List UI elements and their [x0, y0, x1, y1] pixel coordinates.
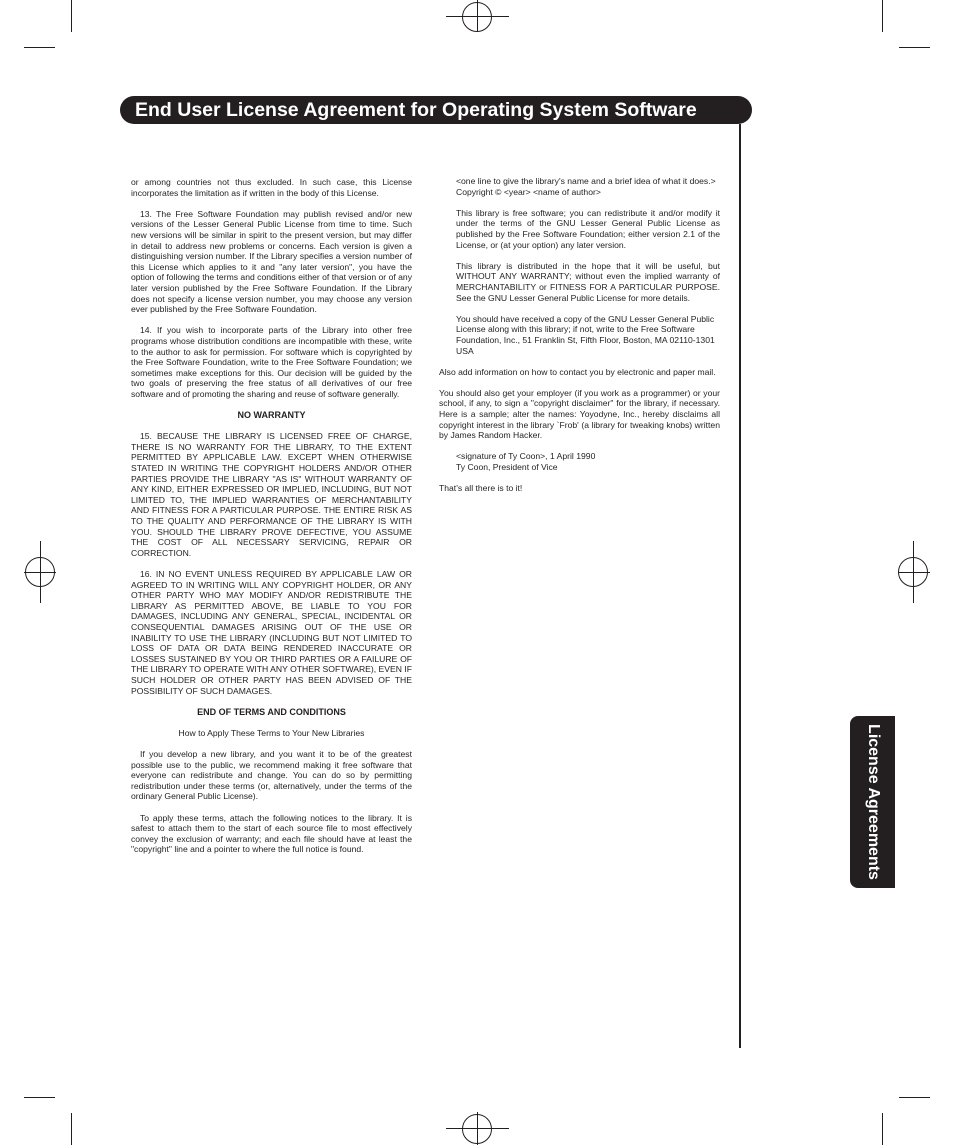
notice-copyright-line: Copyright © <year> <name of author>	[456, 186, 601, 197]
crop-mark	[71, 0, 72, 32]
crop-mark	[24, 47, 55, 48]
paragraph-14: 14. If you wish to incorporate parts of the Library into other free programs whose distribution conditions are incompatible with these, write to the author to ask for permission. For software which is copyrighted by the Free Software Foundation, write to the Free Software Foundation; we sometimes make exceptions for this. Our decision will be guided by the two goals of preserving the free status of all derivatives of our free software and of promoting the sharing and reuse of software generally.	[131, 325, 412, 399]
paragraph-new-library: If you develop a new library, and you want it to be of the greatest possible use to the public, we recommend making it free software that everyone can redistribute and change. You can do so by permitting redistribution under these terms (or, alternatively, under the terms of the ordinary General Public License).	[131, 749, 412, 802]
notice-no-warranty: This library is distributed in the hope that it will be useful, but WITHOUT ANY WARRANTY; without even the implied warranty of MERCHANTABILITY or FITNESS FOR A PARTICULAR PURPOSE. See the GNU Lesser General Public License for more details.	[456, 260, 720, 303]
paragraph-continuation: or among countries not thus excluded. In such case, this License incorporates the limitation as if written in the body of this License.	[131, 177, 412, 198]
crop-mark	[71, 1113, 72, 1145]
heading-end-of-terms: END OF TERMS AND CONDITIONS	[197, 706, 346, 717]
crop-mark	[882, 0, 883, 32]
paragraph-15: 15. BECAUSE THE LIBRARY IS LICENSED FREE OF CHARGE, THERE IS NO WARRANTY FOR THE LIBRARY, TO THE EXTENT PERMITTED BY APPLICABLE LAW. EXCEPT WHEN OTHERWISE STATED IN WRITING THE COPYRIGHT HOLDERS AND/OR OTHER PARTIES PROVIDE THE LIBRARY "AS IS" WITHOUT WARRANTY OF ANY KIND, EITHER EXPRESSED OR IMPLIED, INCLUDING, BUT NOT LIMITED TO, THE IMPLIED WARRANTIES OF MERCHANTABILITY AND FITNESS FOR A PARTICULAR PURPOSE. THE ENTIRE RISK AS TO THE QUALITY AND PERFORMANCE OF THE LIBRARY IS WITH YOU. SHOULD THE LIBRARY PROVE DEFECTIVE, YOU ASSUME THE COST OF ALL NECESSARY SERVICING, REPAIR OR CORRECTION.	[131, 431, 412, 558]
column-divider-rule	[739, 124, 741, 1048]
signature-name: Ty Coon, President of Vice	[456, 462, 558, 473]
paragraph-apply-terms: To apply these terms, attach the following notices to the library. It is safest to attach them to the start of each source file to most effectively convey the exclusion of warranty; and each file should have at least the "copyright" line and a pointer to where the full notice is found.	[131, 812, 412, 855]
registration-line	[898, 572, 930, 573]
registration-line	[40, 541, 41, 603]
closing-line: That's all there is to it!	[439, 483, 523, 494]
registration-line	[477, 0, 478, 32]
notice-library-name: <one line to give the library's name and a brief idea of what it does.>	[456, 176, 716, 186]
registration-line	[477, 1112, 478, 1145]
paragraph-13: 13. The Free Software Foundation may publish revised and/or new versions of the Lesser General Public License from time to time. Such new versions will be similar in spirit to the present version, but may differ in detail to address new problems or concerns. Each version is given a distinguishing version number. If the Library specifies a version number of this License which applies to it and "any later version", you have the option of following the terms and conditions either of that version or of any later version published by the Free Software Foundation. If the Library does not specify a license version number, you may choose any version ever published by the Free Software Foundation.	[131, 208, 412, 315]
paragraph-employer-disclaimer: You should also get your employer (if you work as a programmer) or your school, if any, to sign a "copyright disclaimer" for the library, if necessary. Here is a sample; alter the names: Yoyodyne, Inc., hereby disclaims all copyright interest in the library `Frob' (a library for tweaking knobs) written by James Random Hacker.	[439, 387, 720, 441]
notice-received-copy: You should have received a copy of the GNU Lesser General Public License along with this library; if not, write to the Free Software Foundation, Inc., 51 Franklin St, Fifth Floor, Boston, MA 02110-1301 USA	[456, 313, 715, 356]
heading-no-warranty: NO WARRANTY	[237, 410, 306, 421]
crop-mark	[899, 1097, 930, 1098]
left-column	[131, 177, 412, 866]
crop-mark	[899, 47, 930, 48]
paragraph-16: 16. IN NO EVENT UNLESS REQUIRED BY APPLICABLE LAW OR AGREED TO IN WRITING WILL ANY COPYRIGHT HOLDER, OR ANY OTHER PARTY WHO MAY MODIFY AND/OR REDISTRIBUTE THE LIBRARY AS PERMITTED ABOVE, BE LIABLE TO YOU FOR DAMAGES, INCLUDING ANY GENERAL, SPECIAL, INCIDENTAL OR CONSEQUENTIAL DAMAGES ARISING OUT OF THE USE OR INABILITY TO USE THE LIBRARY (INCLUDING BUT NOT LIMITED TO LOSS OF DATA OR DATA BEING RENDERED INACCURATE OR LOSSES SUSTAINED BY YOU OR THIRD PARTIES OR A FAILURE OF THE LIBRARY TO OPERATE WITH ANY OTHER SOFTWARE), EVEN IF SUCH HOLDER OR OTHER PARTY HAS BEEN ADVISED OF THE POSSIBILITY OF SUCH DAMAGES.	[131, 568, 412, 696]
paragraph-contact-info: Also add information on how to contact you by electronic and paper mail.	[439, 366, 716, 377]
page-title: End User License Agreement for Operating System Software	[120, 96, 752, 124]
crop-mark	[882, 1113, 883, 1145]
crop-mark	[24, 1097, 55, 1098]
notice-free-software: This library is free software; you can redistribute it and/or modify it under the terms of the GNU Lesser General Public License as published by the Free Software Foundation; either version 2.1 of the License, or (at your option) any later version.	[456, 207, 720, 250]
section-side-tab	[850, 716, 895, 888]
right-column	[439, 176, 720, 504]
signature-line: <signature of Ty Coon>, 1 April 1990	[456, 451, 596, 462]
side-tab-label: License Agreements	[864, 724, 882, 880]
subheading-how-to-apply: How to Apply These Terms to Your New Libraries	[178, 727, 365, 738]
registration-line	[913, 541, 914, 603]
